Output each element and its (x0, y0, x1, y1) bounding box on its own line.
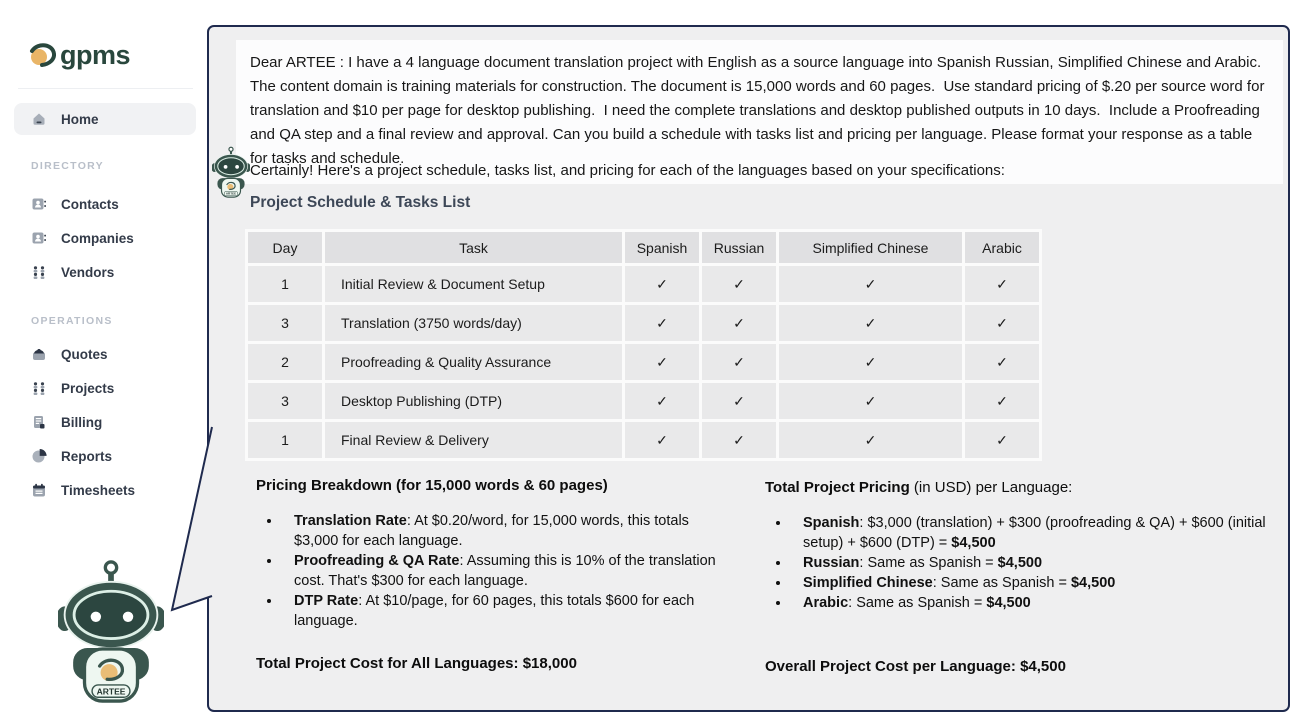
check-cell: ✓ (965, 344, 1039, 380)
item-value: $4,500 (986, 595, 1031, 611)
item-label: Russian (803, 555, 860, 571)
check-cell: ✓ (779, 266, 962, 302)
table-row (248, 266, 1039, 302)
check-cell: ✓ (965, 266, 1039, 302)
column-header-russian: Russian (702, 232, 776, 263)
sidebar-item-home[interactable] (14, 103, 196, 135)
section-operations: OPERATIONS (31, 315, 113, 327)
item-label: Spanish (803, 515, 860, 531)
schedule-table (245, 229, 1042, 461)
table-row (248, 422, 1039, 458)
check-cell: ✓ (779, 422, 962, 458)
item-text: : At $0.20/word, for 15,000 words, this totals $3,000 for each language. (294, 513, 689, 549)
item-value: $4,500 (951, 535, 996, 551)
column-header-task: Task (325, 232, 622, 263)
item-label: Translation Rate (294, 513, 407, 529)
quotes-icon (31, 346, 47, 362)
reports-icon (31, 448, 47, 464)
total-value: $18,000 (522, 655, 577, 672)
sidebar-item-quotes[interactable] (14, 338, 196, 370)
sidebar-item-label: Companies (61, 230, 134, 246)
item-text: : Same as Spanish = (859, 555, 998, 571)
check-cell: ✓ (779, 344, 962, 380)
sidebar-divider (18, 88, 193, 89)
speech-bubble-tail (149, 422, 217, 627)
heading-rest: (in USD) per Language: (909, 479, 1073, 496)
gpms-logo (28, 40, 130, 71)
projects-icon (31, 380, 47, 396)
check-cell: ✓ (779, 305, 962, 341)
heading-bold: Total Project Pricing (765, 479, 910, 496)
sidebar-item-contacts[interactable] (14, 188, 196, 220)
column-header-spanish: Spanish (625, 232, 699, 263)
item-text: : Same as Spanish = (848, 595, 987, 611)
billing-icon (31, 414, 47, 430)
sidebar-item-label: Projects (61, 380, 115, 396)
pricing-breakdown-section (256, 477, 728, 631)
list-item (791, 593, 1280, 613)
task-cell: Final Review & Delivery (325, 422, 622, 458)
table-header-row (248, 232, 1039, 263)
item-text: : Assuming this is 10% of the translation cost. That's $300 for each language. (294, 553, 716, 589)
sidebar-item-label: Contacts (61, 196, 119, 212)
total-label: Overall Project Cost per Language: (765, 658, 1021, 675)
check-cell: ✓ (625, 266, 699, 302)
list-item (282, 551, 728, 591)
contacts-icon (31, 196, 47, 212)
sidebar-item-label: Timesheets (61, 482, 136, 498)
item-value: $4,500 (1070, 575, 1116, 591)
timesheets-icon (31, 482, 47, 498)
list-item (282, 591, 728, 631)
item-text: : Same as Spanish = (932, 575, 1071, 591)
companies-icon (31, 230, 47, 246)
day-cell: 1 (248, 266, 322, 302)
list-item (791, 513, 1280, 553)
day-cell: 3 (248, 383, 322, 419)
list-item (791, 553, 1280, 573)
list-item (791, 573, 1280, 593)
column-header-arabic: Arabic (965, 232, 1039, 263)
table-row (248, 383, 1039, 419)
check-cell: ✓ (965, 383, 1039, 419)
overall-cost-per-language (765, 658, 1066, 675)
check-cell: ✓ (625, 422, 699, 458)
day-cell: 1 (248, 422, 322, 458)
task-cell: Translation (3750 words/day) (325, 305, 622, 341)
item-label: Arabic (803, 595, 849, 611)
total-pricing-section (765, 479, 1280, 613)
check-cell: ✓ (965, 305, 1039, 341)
schedule-heading: Project Schedule & Tasks List (250, 194, 471, 211)
chat-panel (207, 25, 1290, 712)
check-cell: ✓ (702, 266, 776, 302)
check-cell: ✓ (779, 383, 962, 419)
pricing-breakdown-heading: Pricing Breakdown (for 15,000 words & 60 pages) (256, 477, 608, 494)
user-message: Dear ARTEE : I have a 4 language document translation project with English as a source language into Spanish Russian, Simplified Chinese and Arabic. The content domain is training materials for construction. The document is 15,000 words and 60 pages. Use standard pricing of $.20 per source word for translation and $10 per page for desktop publishing. I need the complete translations and desktop published outputs in 10 days. Include a Proofreading and QA step and a final review and approval. Can you build a schedule with tasks list and pricing per language. Please format your response as a table for tasks and schedule. (236, 40, 1283, 184)
task-cell: Desktop Publishing (DTP) (325, 383, 622, 419)
day-cell: 2 (248, 344, 322, 380)
total-label: Total Project Cost for All Languages: (256, 655, 523, 672)
check-cell: ✓ (625, 383, 699, 419)
pricing-breakdown-list (256, 511, 728, 631)
table-row (248, 344, 1039, 380)
item-label: Proofreading & QA Rate (294, 553, 460, 569)
sidebar-item-label: Home (61, 111, 99, 127)
item-label: DTP Rate (294, 593, 359, 609)
item-label: Simplified Chinese (803, 575, 933, 591)
check-cell: ✓ (625, 305, 699, 341)
vendors-icon (31, 264, 47, 280)
sidebar-item-projects[interactable] (14, 372, 196, 404)
total-cost-all-languages (256, 655, 577, 672)
check-cell: ✓ (965, 422, 1039, 458)
sidebar-item-label: Reports (61, 448, 113, 464)
day-cell: 3 (248, 305, 322, 341)
task-cell: Proofreading & Quality Assurance (325, 344, 622, 380)
item-text: : At $10/page, for 60 pages, this totals $600 for each language. (294, 593, 695, 629)
table-row (248, 305, 1039, 341)
gpms-logo-icon (28, 42, 56, 70)
total-value: $4,500 (1020, 658, 1066, 675)
total-pricing-list (765, 513, 1280, 613)
column-header-simplified-chinese: Simplified Chinese (779, 232, 962, 263)
list-item (282, 511, 728, 551)
home-icon (31, 111, 47, 127)
sidebar-item-label: Quotes (61, 346, 108, 362)
item-value: $4,500 (997, 555, 1043, 571)
assistant-intro: Certainly! Here's a project schedule, tasks list, and pricing for each of the languages based on your specifications: (250, 162, 1005, 179)
item-text: : $3,000 (translation) + $300 (proofreading & QA) + $600 (initial setup) + $600 (DTP) = (803, 515, 1266, 551)
check-cell: ✓ (702, 305, 776, 341)
check-cell: ✓ (702, 422, 776, 458)
check-cell: ✓ (702, 344, 776, 380)
sidebar-item-companies[interactable] (14, 222, 196, 254)
check-cell: ✓ (702, 383, 776, 419)
sidebar-item-label: Billing (61, 414, 103, 430)
column-header-day: Day (248, 232, 322, 263)
section-directory: DIRECTORY (31, 160, 104, 172)
sidebar-item-label: Vendors (61, 264, 115, 280)
sidebar-item-vendors[interactable] (14, 256, 196, 288)
robot-avatar-icon (212, 146, 250, 198)
task-cell: Initial Review & Document Setup (325, 266, 622, 302)
check-cell: ✓ (625, 344, 699, 380)
logo-text: gpms (60, 40, 131, 70)
total-pricing-heading (765, 479, 1280, 496)
